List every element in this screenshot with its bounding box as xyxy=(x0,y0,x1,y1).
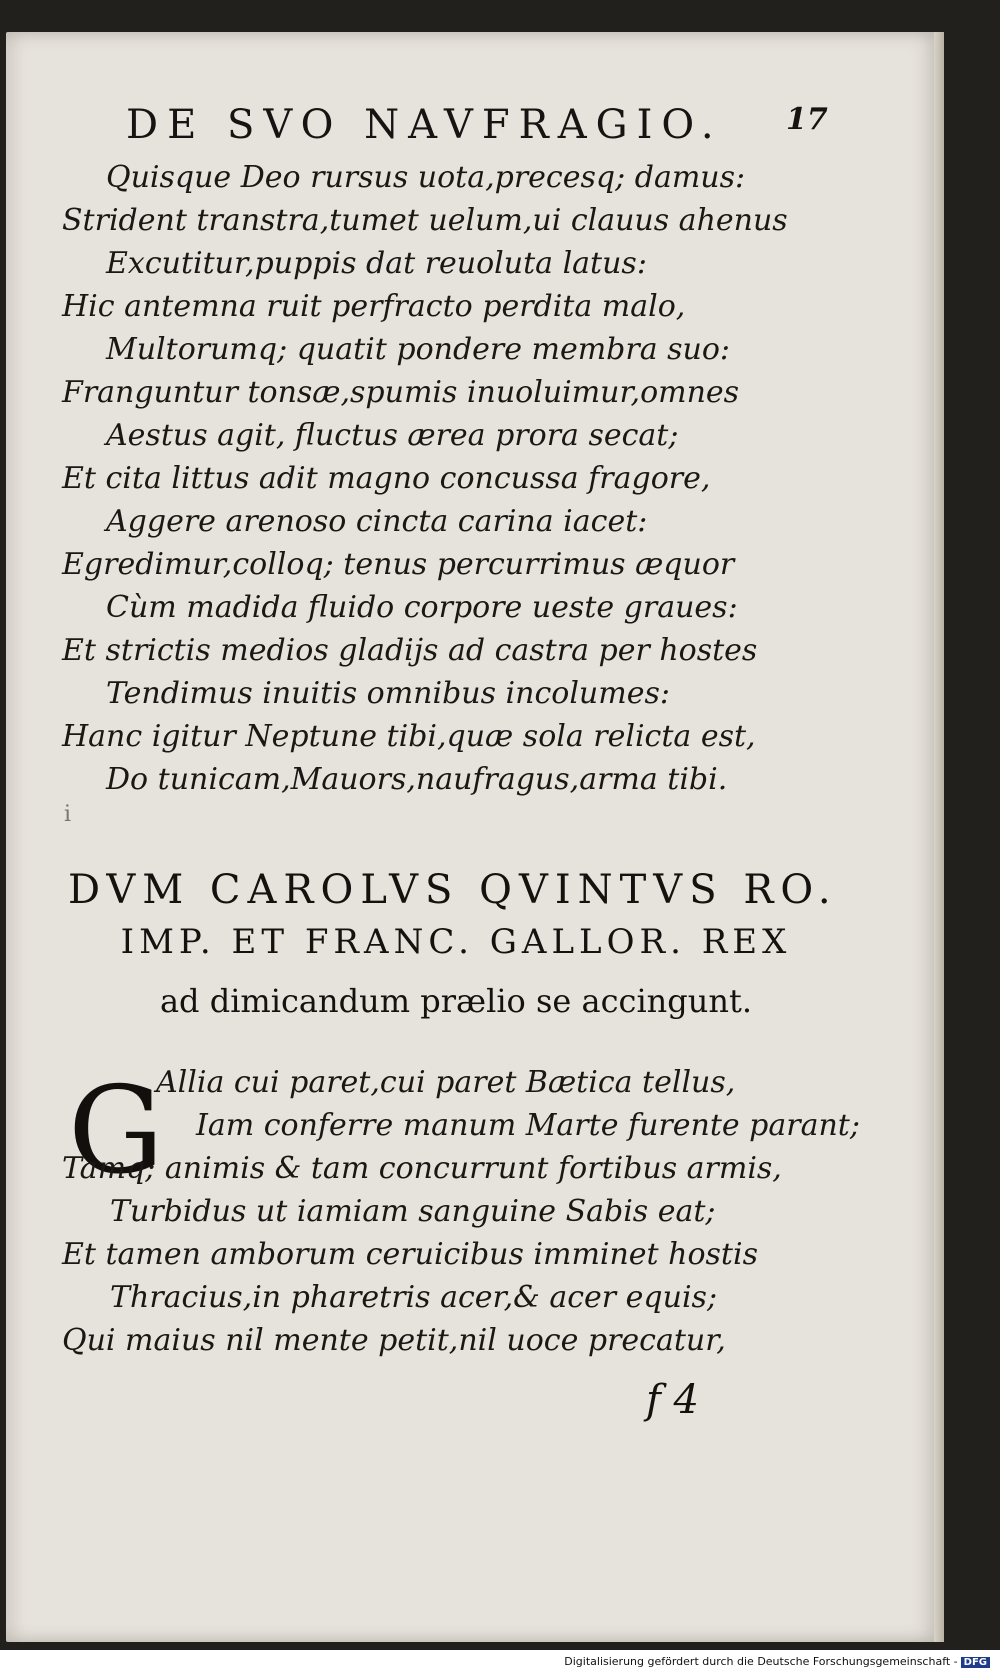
verse-line: Aggere arenoso cincta carina iacet: xyxy=(106,504,648,539)
footer-bar xyxy=(0,1650,1000,1670)
verse-line: Qui maius nil mente petit,nil uoce precatur, xyxy=(62,1323,726,1358)
verse-line: Tendimus inuitis omnibus incolumes: xyxy=(106,676,670,711)
drop-cap: G xyxy=(68,1062,164,1201)
page-edge xyxy=(934,32,944,1642)
verse-line: Aestus agit, fluctus ærea prora secat; xyxy=(106,418,679,453)
verse-line: Strident transtra,tumet uelum,ui clauus ahenus xyxy=(62,203,788,238)
verse-line: Allia cui paret,cui paret Bætica tellus, xyxy=(156,1065,736,1100)
verse-line: Et cita littus adit magno concussa fragore, xyxy=(62,461,711,496)
digitization-credit xyxy=(564,1655,990,1668)
verse-line: Quisque Deo rursus uota,precesq; damus: xyxy=(106,160,746,195)
signature-mark: f 4 xyxy=(646,1377,699,1423)
verse-line: Turbidus ut iamiam sanguine Sabis eat; xyxy=(110,1194,716,1229)
verse-line: Do tunicam,Mauors,naufragus,arma tibi. xyxy=(106,762,728,797)
verse-line: Multorumq; quatit pondere membra suo: xyxy=(106,332,731,367)
credit-text: Digitalisierung gefördert durch die Deutsche Forschungsgemeinschaft - xyxy=(564,1655,958,1668)
poem-title-line-3: ad dimicandum prælio se accingunt. xyxy=(159,982,753,1020)
verse-line: Tamq; animis & tam concurrunt fortibus armis, xyxy=(62,1151,782,1186)
poem-title-line-2: IMP. ET FRANC. GALLOR. REX xyxy=(120,922,792,962)
verse-line: Et tamen amborum ceruicibus imminet hostis xyxy=(62,1237,758,1272)
verse-line: Egredimur,colloq; tenus percurrimus æquor xyxy=(62,547,735,582)
verse-line: Iam conferre manum Marte furente parant; xyxy=(196,1108,860,1143)
verse-line: Cùm madida fluido corpore ueste graues: xyxy=(106,590,738,625)
running-head: DE SVO NAVFRAGIO. xyxy=(126,102,723,148)
verse-line: Hic antemna ruit perfracto perdita malo, xyxy=(62,289,686,324)
marginal-mark: i xyxy=(64,802,72,827)
verse-line: Franguntur tonsæ,spumis inuoluimur,omnes xyxy=(62,375,740,410)
poem-title-line-1: DVM CAROLVS QVINTVS RO. xyxy=(68,867,838,913)
book-page xyxy=(6,32,944,1642)
page-number: 17 xyxy=(786,102,828,137)
verse-line: Thracius,in pharetris acer,& acer equis; xyxy=(110,1280,718,1315)
verse-line: Hanc igitur Neptune tibi,quæ sola relicta est, xyxy=(62,719,756,754)
verse-line: Et strictis medios gladijs ad castra per hostes xyxy=(62,633,758,668)
dfg-logo: DFG xyxy=(961,1657,990,1668)
verse-line: Excutitur,puppis dat reuoluta latus: xyxy=(106,246,647,281)
